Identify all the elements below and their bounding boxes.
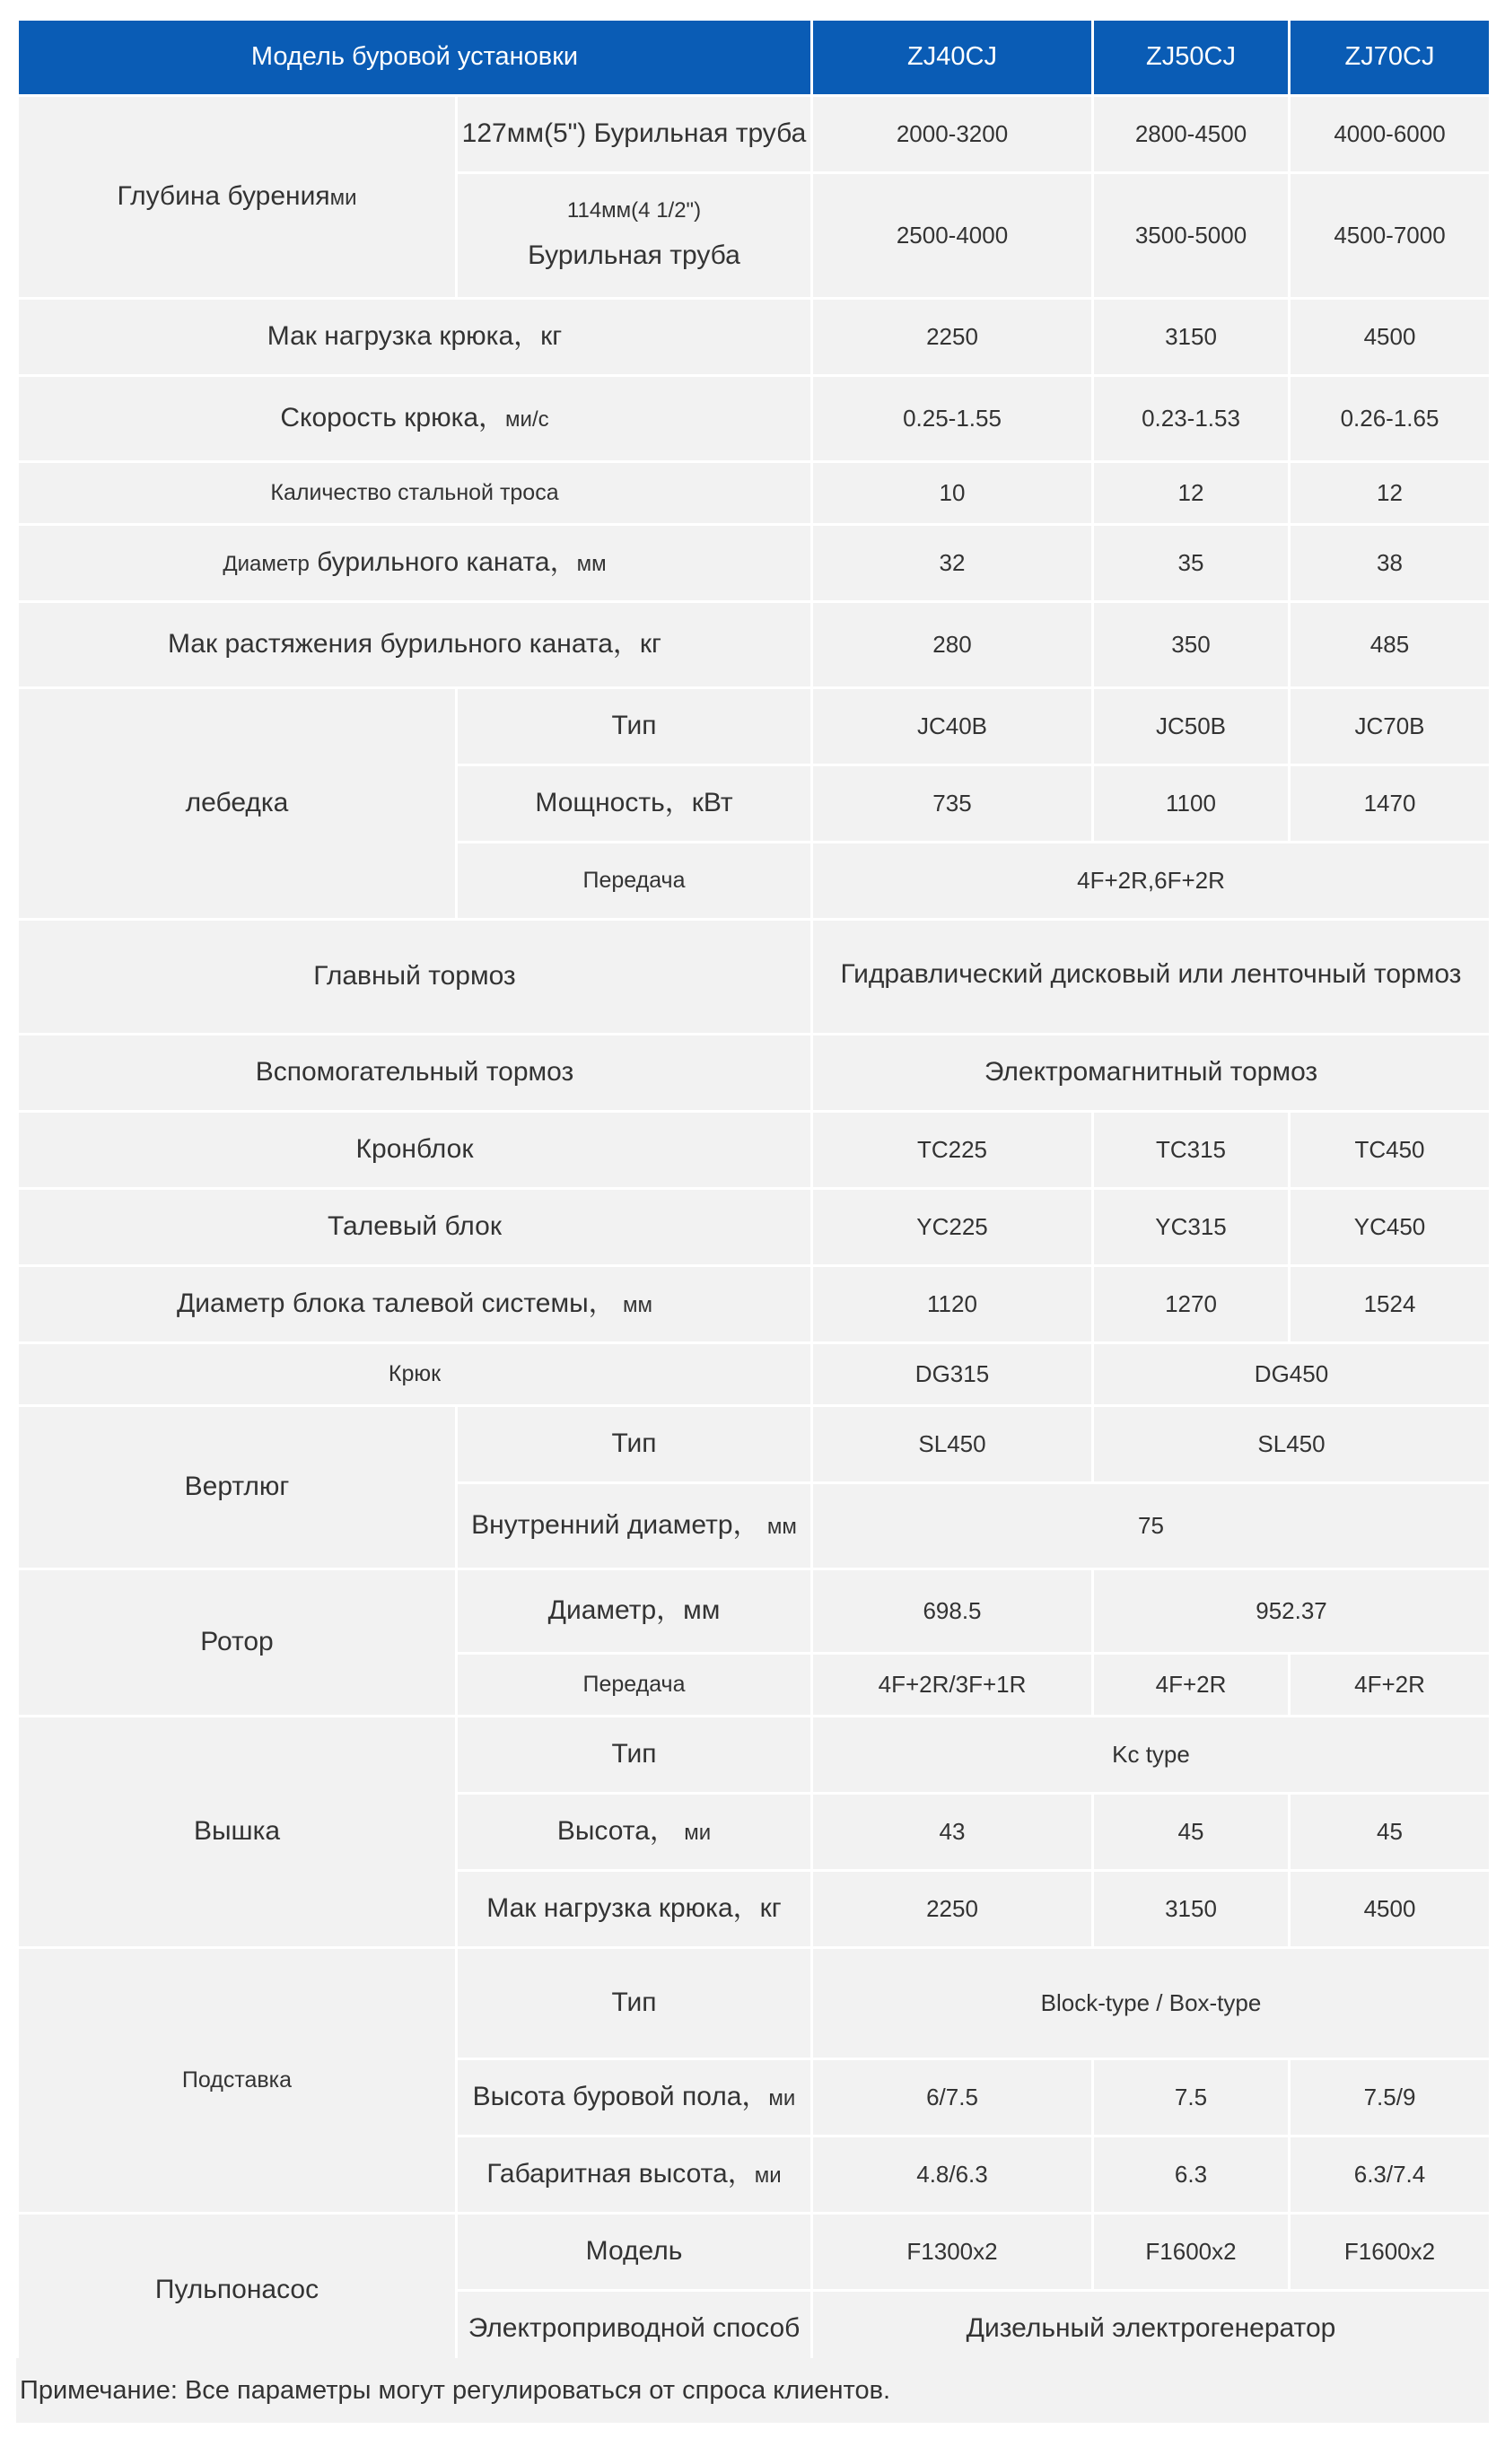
table-row <box>18 1266 1491 1343</box>
winch-power-label: Мощность，кВт <box>457 765 812 843</box>
table-cell: 485 <box>1290 602 1491 688</box>
table-cell: 43 <box>812 1794 1093 1871</box>
table-cell: 1120 <box>812 1266 1093 1343</box>
table-cell: 10 <box>812 462 1093 525</box>
table-row <box>18 1406 1491 1483</box>
clear-height-text: Габаритная высота， <box>486 2159 755 2189</box>
table-cell: 1524 <box>1290 1266 1491 1343</box>
table-cell: 32 <box>812 525 1093 602</box>
rotary-diameter-label: Диаметр，мм <box>457 1569 812 1654</box>
winch-label: лебедка <box>18 688 457 920</box>
table-row <box>18 2214 1491 2291</box>
table-cell: 4000-6000 <box>1290 96 1491 173</box>
table-cell: 4F+2R,6F+2R <box>812 843 1491 920</box>
table-cell: 0.25-1.55 <box>812 376 1093 462</box>
crown-block-label: Кронблок <box>18 1112 812 1189</box>
mud-pump-drive-label: Электроприводной способ <box>457 2291 812 2368</box>
swivel-type-label: Тип <box>457 1406 812 1483</box>
pipe114-line2: Бурильная труба <box>528 240 740 271</box>
table-cell: 38 <box>1290 525 1491 602</box>
mast-height-label <box>457 1794 812 1871</box>
table-cell: 4.8/6.3 <box>812 2136 1093 2214</box>
table-cell: 350 <box>1093 602 1290 688</box>
substructure-type-label: Тип <box>457 1948 812 2059</box>
table-cell: SL450 <box>1093 1406 1491 1483</box>
table-row <box>18 525 1491 602</box>
swivel-diameter-unit: мм <box>766 1515 797 1540</box>
hook-speed-label <box>18 376 812 462</box>
table-cell: 6/7.5 <box>812 2059 1093 2136</box>
table-cell: 4F+2R <box>1290 1654 1491 1717</box>
table-cell: 3150 <box>1093 1871 1290 1948</box>
table-cell: JC50B <box>1093 688 1290 765</box>
hook-speed-text: Скорость крюка， <box>280 403 506 433</box>
mast-label: Вышка <box>18 1717 457 1948</box>
table-cell: 1470 <box>1290 765 1491 843</box>
table-cell: 735 <box>812 765 1093 843</box>
table-cell: 1100 <box>1093 765 1290 843</box>
rope-diameter-unit: мм <box>576 552 607 577</box>
table-cell: 280 <box>812 602 1093 688</box>
clear-height-unit: ми <box>754 2163 782 2189</box>
main-brake-value: Гидравлический дисковый или ленточный тормоз <box>812 920 1491 1035</box>
table-cell: 6.3/7.4 <box>1290 2136 1491 2214</box>
table-cell: 952.37 <box>1093 1569 1491 1654</box>
table-cell: 2500-4000 <box>812 173 1093 299</box>
table-row <box>18 1112 1491 1189</box>
table-cell: JC70B <box>1290 688 1491 765</box>
table-cell: TC450 <box>1290 1112 1491 1189</box>
table-row <box>18 688 1491 765</box>
floor-height-text: Высота буровой пола， <box>472 2082 769 2112</box>
sheave-diameter-unit: мм <box>623 1293 653 1318</box>
table-cell: 3150 <box>1093 299 1290 376</box>
table-cell: DG315 <box>812 1343 1093 1406</box>
table-cell: 45 <box>1290 1794 1491 1871</box>
table-row <box>18 299 1491 376</box>
table-cell: YC315 <box>1093 1189 1290 1266</box>
table-cell: YC225 <box>812 1189 1093 1266</box>
table-cell: 45 <box>1093 1794 1290 1871</box>
drilling-depth-text: Глубина бурения <box>117 181 330 212</box>
table-cell: 75 <box>812 1483 1491 1569</box>
max-hook-load-label: Мак нагрузка крюка，кг <box>18 299 812 376</box>
spec-table <box>16 18 1492 2369</box>
table-cell: 7.5/9 <box>1290 2059 1491 2136</box>
rope-diameter-prefix: Диаметр <box>223 552 310 577</box>
table-cell: 3500-5000 <box>1093 173 1290 299</box>
footnote: Примечание: Все параметры могут регулироваться от спроса клиентов. <box>16 2358 1489 2423</box>
table-cell: 698.5 <box>812 1569 1093 1654</box>
table-cell: F1300x2 <box>812 2214 1093 2291</box>
swivel-diameter-label <box>457 1483 812 1569</box>
table-row <box>18 1343 1491 1406</box>
table-cell: 2800-4500 <box>1093 96 1290 173</box>
table-row <box>18 96 1491 173</box>
table-cell: 35 <box>1093 525 1290 602</box>
hook-speed-unit: ми/с <box>505 407 549 433</box>
model-zj70: ZJ70CJ <box>1290 20 1491 96</box>
mud-pump-model-label: Модель <box>457 2214 812 2291</box>
header-row <box>18 20 1491 96</box>
sheave-diameter-text: Диаметр блока талевой системы， <box>176 1289 616 1319</box>
table-row <box>18 462 1491 525</box>
table-cell: 4500-7000 <box>1290 173 1491 299</box>
table-row <box>18 1035 1491 1112</box>
table-cell: 4500 <box>1290 299 1491 376</box>
table-cell: JC40B <box>812 688 1093 765</box>
mast-height-text: Высота， <box>556 1816 677 1847</box>
hook-label: Крюк <box>18 1343 812 1406</box>
table-cell: 0.23-1.53 <box>1093 376 1290 462</box>
mud-pump-drive-value: Дизельный электрогенератор <box>812 2291 1491 2368</box>
rope-diameter-text: бурильного каната， <box>317 547 577 578</box>
main-brake-label: Главный тормоз <box>18 920 812 1035</box>
table-cell: 0.26-1.65 <box>1290 376 1491 462</box>
table-cell: 2250 <box>812 299 1093 376</box>
mast-hook-load-label: Мак нагрузка крюка，кг <box>457 1871 812 1948</box>
table-cell: 2250 <box>812 1871 1093 1948</box>
table-row <box>18 920 1491 1035</box>
table-cell: 4F+2R/3F+1R <box>812 1654 1093 1717</box>
table-cell: 7.5 <box>1093 2059 1290 2136</box>
rotary-transmission-label: Передача <box>457 1654 812 1717</box>
model-zj50: ZJ50CJ <box>1093 20 1290 96</box>
rotary-label: Ротор <box>18 1569 457 1717</box>
pipe114-label <box>457 173 812 299</box>
rope-count-label: Каличество стальной троса <box>18 462 812 525</box>
floor-height-unit: ми <box>768 2086 796 2111</box>
drilling-depth-unit: ми <box>329 186 357 211</box>
table-cell: YC450 <box>1290 1189 1491 1266</box>
table-cell: F1600x2 <box>1093 2214 1290 2291</box>
table-cell: Kc type <box>812 1717 1491 1794</box>
sheave-diameter-label <box>18 1266 812 1343</box>
swivel-diameter-text: Внутренний диаметр， <box>471 1510 760 1541</box>
table-cell: 1270 <box>1093 1266 1290 1343</box>
rope-tension-label: Мак растяжения бурильного каната，кг <box>18 602 812 688</box>
floor-height-label <box>457 2059 812 2136</box>
model-label: Модель буровой установки <box>18 20 812 96</box>
table-cell: 12 <box>1093 462 1290 525</box>
model-zj40: ZJ40CJ <box>812 20 1093 96</box>
substructure-label: Подставка <box>18 1948 457 2214</box>
drilling-depth-label <box>18 96 457 299</box>
aux-brake-value: Электромагнитный тормоз <box>812 1035 1491 1112</box>
mast-type-label: Тип <box>457 1717 812 1794</box>
rope-diameter-label <box>18 525 812 602</box>
table-cell: 12 <box>1290 462 1491 525</box>
mast-height-unit: ми <box>684 1821 712 1846</box>
table-cell: 4F+2R <box>1093 1654 1290 1717</box>
table-cell: 2000-3200 <box>812 96 1093 173</box>
table-row <box>18 1569 1491 1654</box>
table-row <box>18 1717 1491 1794</box>
winch-transmission-label: Передача <box>457 843 812 920</box>
table-cell: 4500 <box>1290 1871 1491 1948</box>
winch-type-label: Тип <box>457 688 812 765</box>
swivel-label: Вертлюг <box>18 1406 457 1569</box>
pipe127-label: 127мм(5") Бурильная труба <box>457 96 812 173</box>
aux-brake-label: Вспомогательный тормоз <box>18 1035 812 1112</box>
table-cell: DG450 <box>1093 1343 1491 1406</box>
mud-pump-label: Пульпонасос <box>18 2214 457 2368</box>
travel-block-label: Талевый блок <box>18 1189 812 1266</box>
pipe114-line1: 114мм(4 1/2") <box>566 198 702 223</box>
clear-height-label <box>457 2136 812 2214</box>
table-row <box>18 602 1491 688</box>
table-cell: 6.3 <box>1093 2136 1290 2214</box>
table-cell: F1600x2 <box>1290 2214 1491 2291</box>
table-cell: SL450 <box>812 1406 1093 1483</box>
table-cell: Block-type / Box-type <box>812 1948 1491 2059</box>
table-cell: TC315 <box>1093 1112 1290 1189</box>
table-row <box>18 376 1491 462</box>
table-cell: TC225 <box>812 1112 1093 1189</box>
table-row <box>18 1948 1491 2059</box>
table-row <box>18 1189 1491 1266</box>
